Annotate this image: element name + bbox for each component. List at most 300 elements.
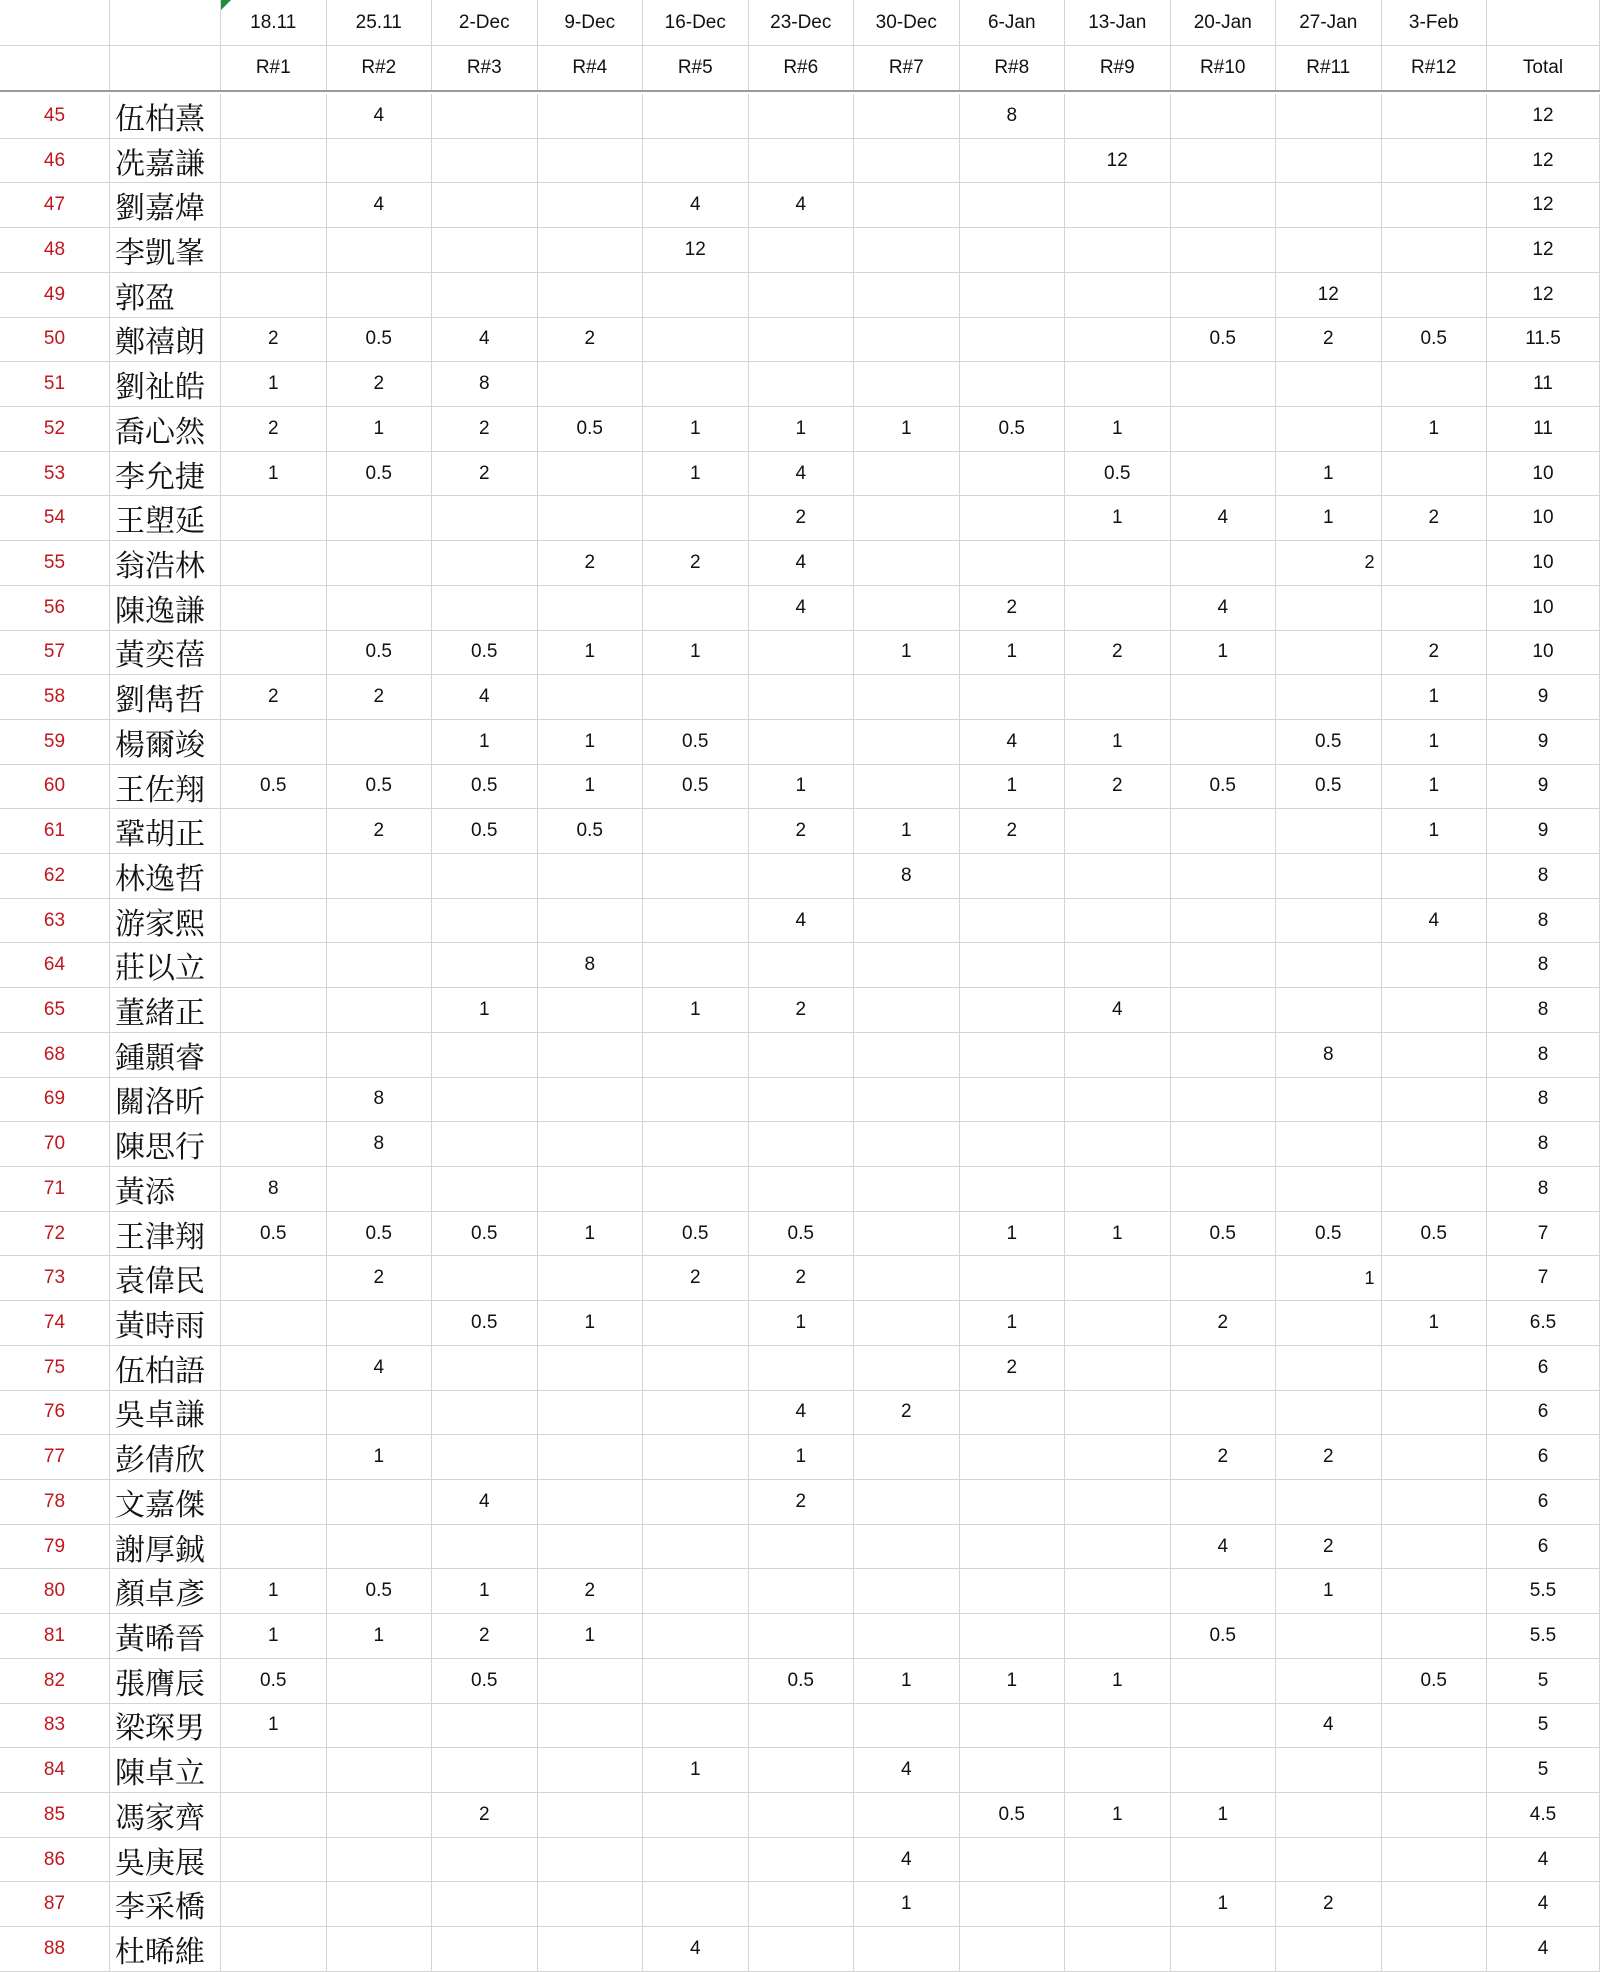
score-cell[interactable] [960, 899, 1066, 943]
score-cell[interactable] [432, 1882, 538, 1926]
player-name-cell[interactable]: 伍柏語 [110, 1346, 221, 1390]
score-cell[interactable] [327, 1927, 433, 1971]
score-cell[interactable] [749, 1078, 855, 1122]
rank-cell[interactable]: 51 [0, 362, 110, 406]
score-cell[interactable] [432, 1927, 538, 1971]
total-cell[interactable]: 11 [1487, 362, 1600, 406]
player-name-cell[interactable]: 袁偉民 [110, 1256, 221, 1300]
score-cell[interactable]: 2 [960, 809, 1066, 853]
score-cell[interactable] [221, 1435, 327, 1479]
score-cell[interactable]: 1 [538, 631, 644, 675]
score-cell[interactable] [432, 541, 538, 585]
score-cell[interactable]: 0.5 [327, 1569, 433, 1613]
score-cell[interactable] [1276, 1927, 1382, 1971]
score-cell[interactable] [1382, 1256, 1488, 1300]
score-cell[interactable] [221, 988, 327, 1032]
score-cell[interactable]: 1 [1276, 452, 1382, 496]
player-name-cell[interactable]: 黃奕蓓 [110, 631, 221, 675]
score-cell[interactable] [1171, 407, 1277, 451]
score-cell[interactable] [221, 183, 327, 227]
score-cell[interactable] [643, 586, 749, 630]
score-cell[interactable] [221, 1838, 327, 1882]
header-date[interactable]: 25.11 [327, 0, 433, 45]
score-cell[interactable] [643, 1346, 749, 1390]
score-cell[interactable]: 1 [221, 1614, 327, 1658]
rank-cell[interactable]: 52 [0, 407, 110, 451]
score-cell[interactable] [643, 1033, 749, 1077]
score-cell[interactable] [1276, 1659, 1382, 1703]
score-cell[interactable] [327, 496, 433, 540]
score-cell[interactable] [1065, 1167, 1171, 1211]
score-cell[interactable]: 0.5 [1276, 720, 1382, 764]
score-cell[interactable] [960, 1122, 1066, 1166]
rank-cell[interactable]: 69 [0, 1078, 110, 1122]
score-cell[interactable] [854, 452, 960, 496]
score-cell[interactable] [1171, 1346, 1277, 1390]
rank-cell[interactable]: 65 [0, 988, 110, 1032]
score-cell[interactable]: 0.5 [327, 765, 433, 809]
player-name-cell[interactable]: 鞏胡正 [110, 809, 221, 853]
score-cell[interactable]: 1 [1065, 1793, 1171, 1837]
score-cell[interactable] [221, 1346, 327, 1390]
score-cell[interactable]: 1 [960, 1301, 1066, 1345]
score-cell[interactable]: 2 [1171, 1435, 1277, 1479]
score-cell[interactable] [1065, 1748, 1171, 1792]
score-cell[interactable] [1276, 1614, 1382, 1658]
score-cell[interactable]: 1 [1065, 1212, 1171, 1256]
score-cell[interactable] [1382, 1882, 1488, 1926]
player-name-cell[interactable]: 陳逸謙 [110, 586, 221, 630]
total-cell[interactable]: 7 [1487, 1256, 1600, 1300]
score-cell[interactable] [1171, 988, 1277, 1032]
score-cell[interactable] [1382, 183, 1488, 227]
score-cell[interactable]: 8 [432, 362, 538, 406]
score-cell[interactable] [327, 1793, 433, 1837]
score-cell[interactable] [1171, 899, 1277, 943]
score-cell[interactable] [643, 1882, 749, 1926]
score-cell[interactable] [327, 1301, 433, 1345]
score-cell[interactable] [1276, 1748, 1382, 1792]
rank-cell[interactable]: 46 [0, 139, 110, 183]
score-cell[interactable] [1065, 1927, 1171, 1971]
score-cell[interactable] [327, 943, 433, 987]
score-cell[interactable]: 1 [960, 765, 1066, 809]
score-cell[interactable]: 0.5 [1171, 1212, 1277, 1256]
score-cell[interactable] [1382, 94, 1488, 138]
header-date[interactable]: 2-Dec [432, 0, 538, 45]
score-cell[interactable] [432, 1704, 538, 1748]
score-cell[interactable] [643, 1435, 749, 1479]
score-cell[interactable]: 1 [1382, 675, 1488, 719]
score-cell[interactable] [960, 988, 1066, 1032]
score-cell[interactable]: 0.5 [1382, 318, 1488, 362]
score-cell[interactable] [538, 1167, 644, 1211]
score-cell[interactable] [854, 362, 960, 406]
score-cell[interactable] [1382, 854, 1488, 898]
score-cell[interactable]: 1 [1382, 809, 1488, 853]
score-cell[interactable] [1276, 988, 1382, 1032]
score-cell[interactable]: 2 [960, 586, 1066, 630]
score-cell[interactable]: 0.5 [1171, 765, 1277, 809]
score-cell[interactable] [1065, 1435, 1171, 1479]
score-cell[interactable]: 1 [327, 1435, 433, 1479]
score-cell[interactable] [1065, 273, 1171, 317]
score-cell[interactable]: 0.5 [221, 1212, 327, 1256]
score-cell[interactable] [432, 1033, 538, 1077]
score-cell[interactable]: 1 [327, 407, 433, 451]
score-cell[interactable]: 1 [1382, 407, 1488, 451]
score-cell[interactable] [221, 720, 327, 764]
player-name-cell[interactable]: 黃添 [110, 1167, 221, 1211]
score-cell[interactable]: 1 [749, 765, 855, 809]
score-cell[interactable]: 2 [1276, 1882, 1382, 1926]
score-cell[interactable]: 1 [854, 1882, 960, 1926]
score-cell[interactable] [854, 1167, 960, 1211]
header-date[interactable]: 30-Dec [854, 0, 960, 45]
score-cell[interactable]: 1 [960, 1659, 1066, 1703]
score-cell[interactable]: 2 [854, 1391, 960, 1435]
header-rank-blank[interactable] [0, 0, 110, 45]
total-cell[interactable]: 4 [1487, 1838, 1600, 1882]
rank-cell[interactable]: 57 [0, 631, 110, 675]
total-cell[interactable]: 9 [1487, 809, 1600, 853]
total-cell[interactable]: 10 [1487, 586, 1600, 630]
total-cell[interactable]: 5.5 [1487, 1569, 1600, 1613]
score-cell[interactable] [960, 1435, 1066, 1479]
score-cell[interactable] [538, 1480, 644, 1524]
player-name-cell[interactable]: 冼嘉謙 [110, 139, 221, 183]
score-cell[interactable] [1276, 183, 1382, 227]
score-cell[interactable] [432, 899, 538, 943]
score-cell[interactable] [1276, 586, 1382, 630]
score-cell[interactable] [1171, 1704, 1277, 1748]
score-cell[interactable] [432, 273, 538, 317]
header-round[interactable]: R#8 [960, 46, 1066, 90]
rank-cell[interactable]: 77 [0, 1435, 110, 1479]
score-cell[interactable] [1065, 1122, 1171, 1166]
rank-cell[interactable]: 75 [0, 1346, 110, 1390]
score-cell[interactable] [960, 139, 1066, 183]
score-cell[interactable] [854, 1212, 960, 1256]
rank-cell[interactable]: 80 [0, 1569, 110, 1613]
total-cell[interactable]: 6 [1487, 1346, 1600, 1390]
score-cell[interactable] [432, 139, 538, 183]
score-cell[interactable] [538, 1748, 644, 1792]
score-cell[interactable] [1276, 228, 1382, 272]
score-cell[interactable] [749, 1525, 855, 1569]
score-cell[interactable]: 4 [854, 1748, 960, 1792]
score-cell[interactable] [221, 1480, 327, 1524]
score-cell[interactable] [221, 854, 327, 898]
score-cell[interactable] [643, 1122, 749, 1166]
score-cell[interactable] [1276, 1838, 1382, 1882]
score-cell[interactable] [854, 1614, 960, 1658]
score-cell[interactable]: 4 [1276, 1704, 1382, 1748]
player-name-cell[interactable]: 顏卓彥 [110, 1569, 221, 1613]
score-cell[interactable]: 0.5 [749, 1659, 855, 1703]
score-cell[interactable] [1065, 1480, 1171, 1524]
score-cell[interactable] [538, 1391, 644, 1435]
player-name-cell[interactable]: 黃晞晉 [110, 1614, 221, 1658]
score-cell[interactable] [1276, 1391, 1382, 1435]
score-cell[interactable] [960, 496, 1066, 540]
header-date[interactable]: 6-Jan [960, 0, 1066, 45]
score-cell[interactable] [854, 1704, 960, 1748]
score-cell[interactable] [854, 496, 960, 540]
score-cell[interactable] [1276, 809, 1382, 853]
score-cell[interactable] [538, 452, 644, 496]
score-cell[interactable]: 0.5 [327, 452, 433, 496]
score-cell[interactable]: 4 [854, 1838, 960, 1882]
header-date[interactable]: 27-Jan [1276, 0, 1382, 45]
score-cell[interactable] [854, 318, 960, 362]
rank-cell[interactable]: 47 [0, 183, 110, 227]
player-name-cell[interactable]: 李采橋 [110, 1882, 221, 1926]
total-cell[interactable]: 10 [1487, 631, 1600, 675]
score-cell[interactable] [327, 720, 433, 764]
score-cell[interactable] [643, 94, 749, 138]
score-cell[interactable] [1382, 943, 1488, 987]
score-cell[interactable] [960, 1704, 1066, 1748]
total-cell[interactable]: 12 [1487, 273, 1600, 317]
score-cell[interactable] [1171, 1391, 1277, 1435]
score-cell[interactable] [538, 675, 644, 719]
score-cell[interactable] [1276, 899, 1382, 943]
score-cell[interactable] [643, 318, 749, 362]
score-cell[interactable]: 2 [749, 1256, 855, 1300]
score-cell[interactable] [643, 273, 749, 317]
score-cell[interactable] [1382, 1435, 1488, 1479]
score-cell[interactable] [432, 1435, 538, 1479]
score-cell[interactable] [1171, 228, 1277, 272]
player-name-cell[interactable]: 謝厚鋮 [110, 1525, 221, 1569]
score-cell[interactable]: 1 [1065, 407, 1171, 451]
score-cell[interactable] [327, 899, 433, 943]
score-cell[interactable] [854, 139, 960, 183]
header-total[interactable]: Total [1487, 46, 1600, 90]
score-cell[interactable] [1276, 675, 1382, 719]
score-cell[interactable] [221, 1748, 327, 1792]
player-name-cell[interactable]: 張膺辰 [110, 1659, 221, 1703]
score-cell[interactable] [960, 1167, 1066, 1211]
score-cell[interactable]: 0.5 [1382, 1212, 1488, 1256]
score-cell[interactable] [432, 1748, 538, 1792]
score-cell[interactable] [1065, 586, 1171, 630]
score-cell[interactable]: 2 [538, 318, 644, 362]
score-cell[interactable] [1171, 1569, 1277, 1613]
score-cell[interactable] [960, 362, 1066, 406]
player-name-cell[interactable]: 劉雋哲 [110, 675, 221, 719]
score-cell[interactable]: 2 [432, 452, 538, 496]
rank-cell[interactable]: 74 [0, 1301, 110, 1345]
score-cell[interactable]: 4 [1171, 1525, 1277, 1569]
total-cell[interactable]: 8 [1487, 854, 1600, 898]
rank-cell[interactable]: 84 [0, 1748, 110, 1792]
header-total-blank[interactable] [1487, 0, 1600, 45]
score-cell[interactable]: 1 [1382, 720, 1488, 764]
score-cell[interactable] [432, 183, 538, 227]
header-round[interactable]: R#6 [749, 46, 855, 90]
rank-cell[interactable]: 68 [0, 1033, 110, 1077]
score-cell[interactable] [1276, 1078, 1382, 1122]
rank-cell[interactable]: 58 [0, 675, 110, 719]
score-cell[interactable] [1382, 1480, 1488, 1524]
score-cell[interactable] [1171, 139, 1277, 183]
score-cell[interactable] [1065, 1301, 1171, 1345]
score-cell[interactable]: 2 [1276, 541, 1382, 585]
total-cell[interactable]: 6 [1487, 1391, 1600, 1435]
player-name-cell[interactable]: 陳思行 [110, 1122, 221, 1166]
total-cell[interactable]: 10 [1487, 452, 1600, 496]
score-cell[interactable] [1065, 809, 1171, 853]
score-cell[interactable] [327, 1480, 433, 1524]
header-round[interactable]: R#2 [327, 46, 433, 90]
score-cell[interactable] [1065, 362, 1171, 406]
score-cell[interactable] [538, 183, 644, 227]
score-cell[interactable]: 2 [538, 1569, 644, 1613]
player-name-cell[interactable]: 劉祉皓 [110, 362, 221, 406]
score-cell[interactable] [960, 1882, 1066, 1926]
score-cell[interactable] [643, 1301, 749, 1345]
score-cell[interactable]: 1 [960, 631, 1066, 675]
score-cell[interactable] [1065, 1256, 1171, 1300]
header-name-blank[interactable] [110, 0, 221, 45]
rank-cell[interactable]: 85 [0, 1793, 110, 1837]
score-cell[interactable]: 2 [221, 675, 327, 719]
score-cell[interactable] [749, 1167, 855, 1211]
score-cell[interactable] [538, 1346, 644, 1390]
score-cell[interactable]: 12 [1276, 273, 1382, 317]
score-cell[interactable]: 0.5 [432, 1301, 538, 1345]
score-cell[interactable]: 1 [1382, 765, 1488, 809]
score-cell[interactable] [960, 183, 1066, 227]
header-round[interactable]: R#7 [854, 46, 960, 90]
score-cell[interactable] [1382, 362, 1488, 406]
score-cell[interactable] [538, 1793, 644, 1837]
player-name-cell[interactable]: 莊以立 [110, 943, 221, 987]
score-cell[interactable] [749, 1793, 855, 1837]
score-cell[interactable] [1382, 1346, 1488, 1390]
score-cell[interactable] [1276, 407, 1382, 451]
score-cell[interactable] [1382, 1614, 1488, 1658]
score-cell[interactable] [643, 1838, 749, 1882]
score-cell[interactable] [221, 809, 327, 853]
score-cell[interactable] [854, 1301, 960, 1345]
score-cell[interactable] [221, 1256, 327, 1300]
total-cell[interactable]: 8 [1487, 899, 1600, 943]
score-cell[interactable]: 1 [538, 1614, 644, 1658]
rank-cell[interactable]: 78 [0, 1480, 110, 1524]
total-cell[interactable]: 8 [1487, 1122, 1600, 1166]
total-cell[interactable]: 4 [1487, 1927, 1600, 1971]
score-cell[interactable] [1065, 1704, 1171, 1748]
score-cell[interactable] [1276, 1167, 1382, 1211]
score-cell[interactable]: 2 [1276, 318, 1382, 362]
score-cell[interactable] [1382, 1167, 1488, 1211]
score-cell[interactable] [1382, 1033, 1488, 1077]
score-cell[interactable] [854, 228, 960, 272]
score-cell[interactable] [1171, 452, 1277, 496]
score-cell[interactable] [854, 675, 960, 719]
score-cell[interactable]: 2 [749, 496, 855, 540]
player-name-cell[interactable]: 楊爾竣 [110, 720, 221, 764]
player-name-cell[interactable]: 黃時雨 [110, 1301, 221, 1345]
score-cell[interactable] [749, 631, 855, 675]
score-cell[interactable] [538, 1882, 644, 1926]
score-cell[interactable]: 0.5 [327, 1212, 433, 1256]
score-cell[interactable]: 8 [221, 1167, 327, 1211]
score-cell[interactable] [538, 1033, 644, 1077]
score-cell[interactable] [221, 1882, 327, 1926]
score-cell[interactable] [538, 362, 644, 406]
score-cell[interactable] [221, 139, 327, 183]
rank-cell[interactable]: 76 [0, 1391, 110, 1435]
score-cell[interactable] [643, 1167, 749, 1211]
header-name-blank[interactable] [110, 46, 221, 90]
score-cell[interactable] [538, 139, 644, 183]
score-cell[interactable]: 2 [221, 318, 327, 362]
score-cell[interactable] [1382, 1838, 1488, 1882]
score-cell[interactable] [1171, 1256, 1277, 1300]
score-cell[interactable] [221, 1793, 327, 1837]
score-cell[interactable] [221, 1033, 327, 1077]
score-cell[interactable]: 4 [1065, 988, 1171, 1032]
rank-cell[interactable]: 73 [0, 1256, 110, 1300]
rank-cell[interactable]: 82 [0, 1659, 110, 1703]
score-cell[interactable]: 8 [960, 94, 1066, 138]
total-cell[interactable]: 6 [1487, 1525, 1600, 1569]
score-cell[interactable] [854, 1525, 960, 1569]
player-name-cell[interactable]: 關洛昕 [110, 1078, 221, 1122]
score-cell[interactable]: 1 [1171, 1793, 1277, 1837]
score-cell[interactable]: 8 [1276, 1033, 1382, 1077]
score-cell[interactable]: 4 [432, 675, 538, 719]
score-cell[interactable] [327, 541, 433, 585]
score-cell[interactable]: 1 [432, 720, 538, 764]
header-date[interactable]: 16-Dec [643, 0, 749, 45]
rank-cell[interactable]: 70 [0, 1122, 110, 1166]
score-cell[interactable] [1382, 1525, 1488, 1569]
score-cell[interactable]: 1 [854, 1659, 960, 1703]
score-cell[interactable] [854, 943, 960, 987]
score-cell[interactable]: 1 [538, 765, 644, 809]
score-cell[interactable] [1171, 809, 1277, 853]
score-cell[interactable] [327, 1033, 433, 1077]
score-cell[interactable] [538, 496, 644, 540]
score-cell[interactable] [538, 586, 644, 630]
score-cell[interactable] [749, 1614, 855, 1658]
score-cell[interactable] [1171, 1167, 1277, 1211]
score-cell[interactable]: 1 [960, 1212, 1066, 1256]
score-cell[interactable]: 12 [643, 228, 749, 272]
score-cell[interactable] [643, 1078, 749, 1122]
header-rank-blank[interactable] [0, 46, 110, 90]
player-name-cell[interactable]: 喬心然 [110, 407, 221, 451]
score-cell[interactable] [960, 1525, 1066, 1569]
score-cell[interactable] [1065, 943, 1171, 987]
header-round[interactable]: R#12 [1382, 46, 1488, 90]
player-name-cell[interactable]: 彭倩欣 [110, 1435, 221, 1479]
total-cell[interactable]: 11 [1487, 407, 1600, 451]
score-cell[interactable] [1382, 586, 1488, 630]
score-cell[interactable]: 1 [749, 407, 855, 451]
score-cell[interactable] [1171, 720, 1277, 764]
score-cell[interactable] [960, 675, 1066, 719]
score-cell[interactable] [1171, 1033, 1277, 1077]
score-cell[interactable] [1171, 1078, 1277, 1122]
score-cell[interactable] [221, 1391, 327, 1435]
score-cell[interactable]: 2 [432, 1614, 538, 1658]
